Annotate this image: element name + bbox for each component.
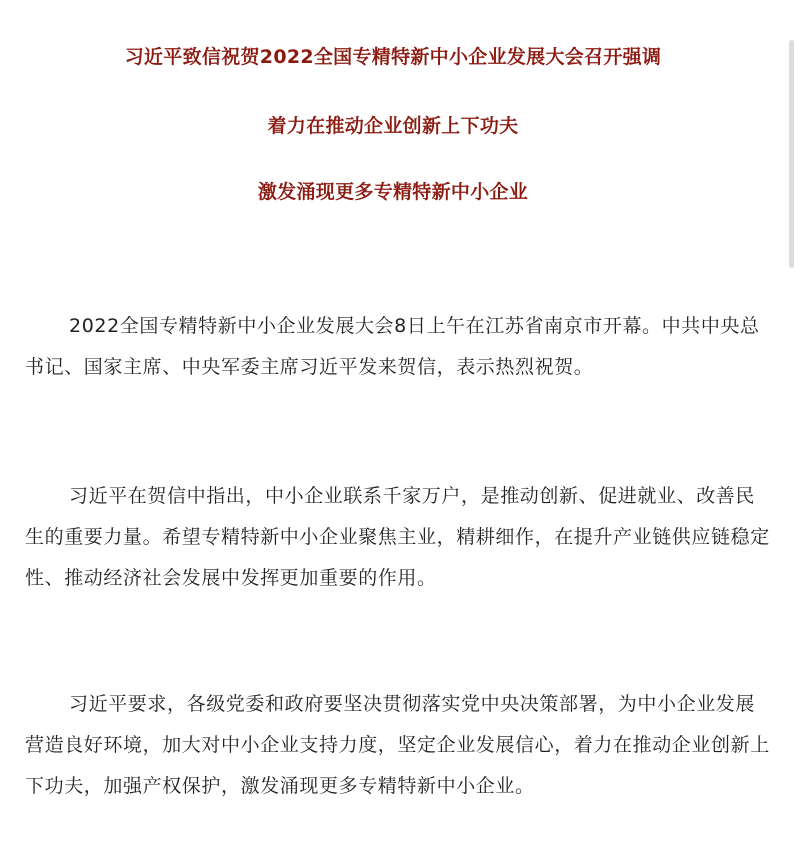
scrollbar-thumb[interactable] [789,40,794,268]
article-paragraph-2: 习近平在贺信中指出，中小企业联系千家万户，是推动创新、促进就业、改善民生的重要力量。希望专精特新中小企业聚焦主业，精耕细作，在提升产业链供应链稳定性、推动经济社会发展中发挥更加重要的作用。 [25,485,770,589]
headline-line-3: 激发涌现更多专精特新中小企业 [257,181,529,203]
article-paragraph-1: 2022全国专精特新中小企业发展大会8日上午在江苏省南京市开幕。中共中央总书记、国家主席、中央军委主席习近平发来贺信，表示热烈祝贺。 [25,315,760,378]
vertical-scrollbar[interactable] [786,0,795,862]
headline-line-2: 着力在推动企业创新上下功夫 [267,115,519,137]
article-paragraph-3: 习近平要求，各级党委和政府要坚决贯彻落实党中央决策部署，为中小企业发展营造良好环境，加大对中小企业支持力度，坚定企业发展信心，着力在推动企业创新上下功夫，加强产权保护，激发涌现更多专精特新中小企业。 [25,693,770,797]
headline-line-1: 习近平致信祝贺2022全国专精特新中小企业发展大会召开强调 [124,46,662,68]
